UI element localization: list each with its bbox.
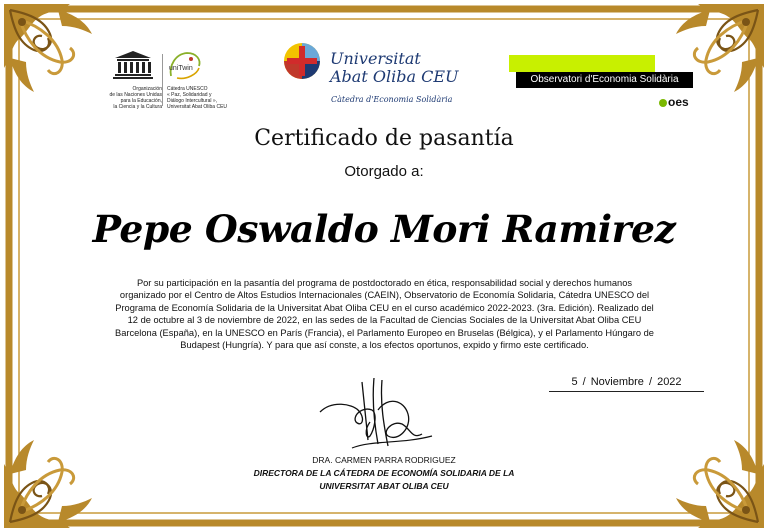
- issue-date: 5 / Noviembre / 2022: [571, 376, 682, 388]
- certificate-body: Por su participación en la pasantía del programa de postdoctorado en ética, responsabilidad social y derechos humanos organizado por el Centro de Altos Estudios Internacionales (CAEIN), Observatorio de Economía Solidaria, Cátedra UNESCO del Programa de Economía Solidaria de la Universitat Abat Oliba CEU en el curso académico 2022-2023. (3ra. Edición). Realizado del 12 de octubre al 3 de noviembre de 2022, en las sedes de la Facultad de Ciencias Sociales de la Universitat Abat Oliba CEU Barcelona (España), en la UNESCO en París (Francia), el Parlamento Europeo en Bruselas (Bélgica), y el Parlamento Húngaro de Budapest (Hungría). Y para que así conste, a los efectos oportunos, expido y firmo este certificado.: [115, 278, 654, 351]
- signatory-institution: UNIVERSITAT ABAT OLIBA CEU: [319, 481, 449, 491]
- awarded-to-label: Otorgado a:: [344, 163, 424, 180]
- uao-name: Universitat Abat Oliba CEU: [330, 49, 459, 86]
- signatory-name: DRA. CARMEN PARRA RODRIGUEZ: [312, 455, 456, 465]
- uao-emblem: [283, 42, 321, 80]
- recipient-name: Pepe Oswaldo Mori Ramirez: [92, 207, 676, 251]
- logo-divider: [162, 54, 163, 106]
- oes-logo: oes: [659, 95, 689, 109]
- oes-accent-bar: [509, 55, 655, 72]
- uao-subtitle: Càtedra d'Economia Solidària: [331, 95, 453, 104]
- svg-text:uniTwin: uniTwin: [169, 65, 193, 72]
- unesco-logo: [111, 50, 155, 80]
- unesco-caption: Organización de las Naciones Unidas para la Educación, la Ciencia y la Cultura: [109, 86, 162, 110]
- oes-label: Observatori d'Economia Solidària: [516, 72, 693, 88]
- certificate-title: Certificado de pasantía: [254, 126, 514, 151]
- unitwin-logo: [167, 50, 203, 82]
- oes-dot-icon: [659, 99, 667, 107]
- signature: [312, 370, 452, 460]
- unitwin-caption: Cátedra UNESCO « Paz, Solidaridad y Diálogo Intercultural », Universitat Abat Oliba CEU: [167, 86, 228, 110]
- signatory-role: DIRECTORA DE LA CÁTEDRA DE ECONOMÍA SOLIDARIA DE LA: [253, 468, 515, 478]
- date-underline: [549, 391, 704, 392]
